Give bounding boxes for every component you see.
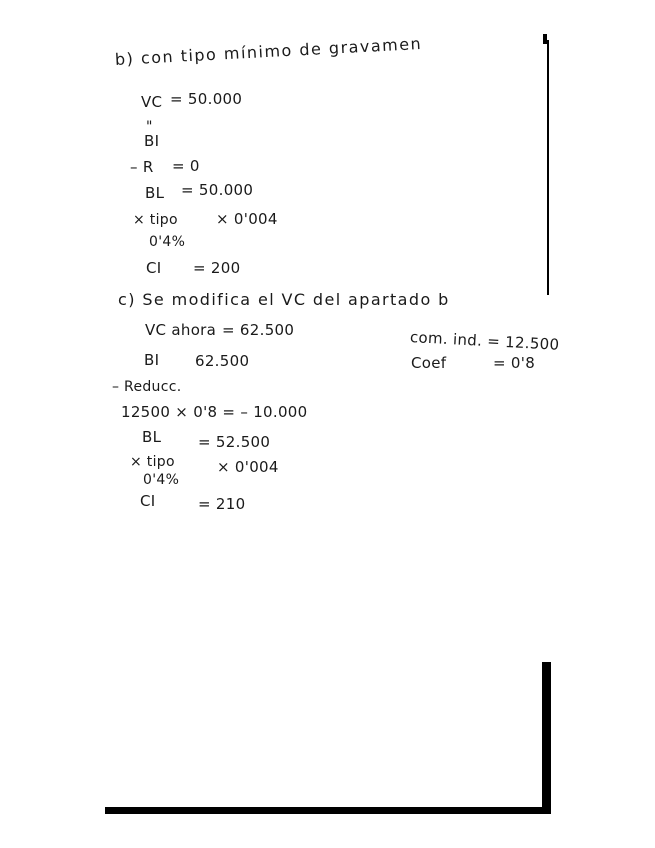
- x-tipo-label: × tipo: [133, 212, 178, 228]
- tipo-percent: 0'4%: [149, 234, 186, 250]
- tipo-multiplier-c: × 0'004: [217, 458, 279, 476]
- scan-edge-right-top: [547, 40, 549, 295]
- bi-label: BI: [144, 132, 160, 150]
- vc-ahora-value: = 62.500: [222, 321, 295, 339]
- x-tipo-label-c: × tipo: [130, 454, 175, 470]
- bl-value: = 50.000: [181, 181, 254, 199]
- bl-label-c: BL: [142, 428, 162, 446]
- vc-value: = 50.000: [170, 90, 243, 108]
- vc-ahora-label: VC ahora: [145, 321, 217, 339]
- ditto-mark: ": [146, 119, 153, 135]
- bi-label-c: BI: [144, 351, 160, 369]
- reducc-calculation: 12500 × 0'8 = – 10.000: [121, 403, 308, 421]
- vc-label: VC: [141, 93, 163, 111]
- section-b-heading: b) con tipo mínimo de gravamen: [114, 33, 423, 69]
- scan-edge-mark-top: [543, 34, 547, 44]
- r-value: = 0: [172, 157, 200, 175]
- scan-edge-bottom: [105, 807, 551, 814]
- com-ind-note: com. ind. = 12.500: [409, 328, 560, 354]
- reducc-label: – Reducc.: [112, 379, 182, 395]
- coef-value: = 0'8: [493, 354, 536, 372]
- section-c-heading: c) Se modifica el VC del apartado b: [118, 290, 450, 309]
- ci-value-c: = 210: [198, 495, 246, 513]
- coef-label: Coef: [411, 354, 447, 372]
- minus-r-label: – R: [130, 158, 154, 176]
- tipo-multiplier: × 0'004: [216, 210, 278, 228]
- bl-value-c: = 52.500: [198, 433, 271, 451]
- ci-label-c: CI: [140, 492, 156, 510]
- ci-value: = 200: [193, 259, 241, 277]
- ci-label: CI: [146, 259, 162, 277]
- tipo-percent-c: 0'4%: [143, 472, 180, 488]
- scan-edge-right-bottom: [542, 662, 551, 814]
- bl-label: BL: [145, 184, 165, 202]
- bi-value-c: 62.500: [195, 352, 250, 370]
